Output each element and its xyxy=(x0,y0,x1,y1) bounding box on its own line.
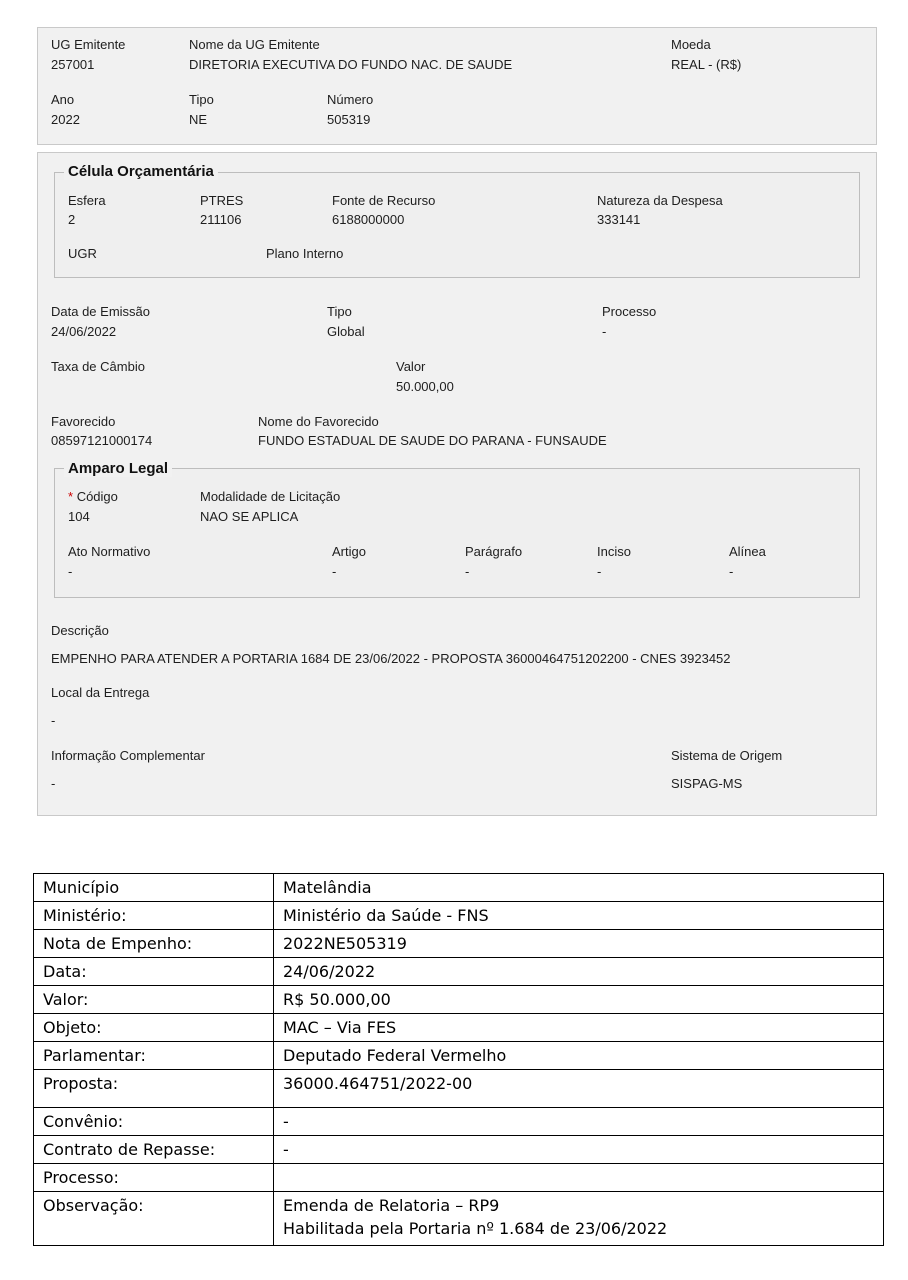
ano-label: Ano xyxy=(51,92,75,107)
row-key: Observação: xyxy=(34,1192,274,1246)
modalidade-value: NAO SE APLICA xyxy=(200,509,299,524)
table-row xyxy=(34,1136,884,1164)
table-row xyxy=(34,1108,884,1136)
codigo-label-text: Código xyxy=(76,489,118,504)
ato-normativo-value: - xyxy=(68,564,73,579)
favorecido-value: 08597121000174 xyxy=(51,433,153,448)
row-key: Processo: xyxy=(34,1164,274,1192)
table-row xyxy=(34,986,884,1014)
artigo-value: - xyxy=(332,564,337,579)
descricao-value: EMPENHO PARA ATENDER A PORTARIA 1684 DE 23/06/2022 - PROPOSTA 36000464751202200 - CNES 3923452 xyxy=(51,651,731,666)
info-table xyxy=(33,873,884,1246)
ug-emitente-value: 257001 xyxy=(51,57,95,72)
tipo-label: Tipo xyxy=(189,92,214,107)
ptres-label: PTRES xyxy=(200,193,244,208)
row-key: Data: xyxy=(34,958,274,986)
data-emissao-value: 24/06/2022 xyxy=(51,324,117,339)
info-complementar-value: - xyxy=(51,776,56,791)
row-value xyxy=(274,1164,884,1192)
row-value: - xyxy=(274,1136,884,1164)
ato-normativo-label: Ato Normativo xyxy=(68,544,151,559)
paragrafo-value: - xyxy=(465,564,470,579)
nome-ug-label: Nome da UG Emitente xyxy=(189,37,320,52)
inciso-value: - xyxy=(597,564,602,579)
row-value: 24/06/2022 xyxy=(274,958,884,986)
row-key: Contrato de Repasse: xyxy=(34,1136,274,1164)
ugr-label: UGR xyxy=(68,246,97,261)
celula-title: Célula Orçamentária xyxy=(64,163,218,180)
observacao-line-1: Emenda de Relatoria – RP9 xyxy=(283,1196,500,1215)
row-value xyxy=(274,1192,884,1246)
row-value: Deputado Federal Vermelho xyxy=(274,1042,884,1070)
natureza-value: 333141 xyxy=(597,212,641,227)
table-row xyxy=(34,1042,884,1070)
ptres-value: 211106 xyxy=(200,212,242,227)
fonte-value: 6188000000 xyxy=(332,212,405,227)
alinea-label: Alínea xyxy=(729,544,766,559)
processo-value: - xyxy=(602,324,607,339)
moeda-label: Moeda xyxy=(671,37,711,52)
natureza-label: Natureza da Despesa xyxy=(597,193,723,208)
row-key: Parlamentar: xyxy=(34,1042,274,1070)
ano-value: 2022 xyxy=(51,112,80,127)
codigo-value: 104 xyxy=(68,509,90,524)
row-value: R$ 50.000,00 xyxy=(274,986,884,1014)
row-key: Proposta: xyxy=(34,1070,274,1108)
row-key: Nota de Empenho: xyxy=(34,930,274,958)
row-key: Objeto: xyxy=(34,1014,274,1042)
esfera-label: Esfera xyxy=(68,193,106,208)
observacao-line-2: Habilitada pela Portaria nº 1.684 de 23/06/2022 xyxy=(283,1219,668,1238)
amparo-fieldset xyxy=(54,468,860,598)
local-entrega-value: - xyxy=(51,713,56,728)
nome-favorecido-value: FUNDO ESTADUAL DE SAUDE DO PARANA - FUNSAUDE xyxy=(258,433,607,448)
descricao-label: Descrição xyxy=(51,623,109,638)
table-row xyxy=(34,1192,884,1246)
modalidade-label: Modalidade de Licitação xyxy=(200,489,341,504)
moeda-value: REAL - (R$) xyxy=(671,57,742,72)
fonte-label: Fonte de Recurso xyxy=(332,193,436,208)
row-key: Valor: xyxy=(34,986,274,1014)
table-row xyxy=(34,902,884,930)
alinea-value: - xyxy=(729,564,734,579)
nome-ug-value: DIRETORIA EXECUTIVA DO FUNDO NAC. DE SAUDE xyxy=(189,57,513,72)
nome-favorecido-label: Nome do Favorecido xyxy=(258,414,379,429)
sistema-origem-value: SISPAG-MS xyxy=(671,776,743,791)
tipo-value: NE xyxy=(189,112,208,127)
row-value: Matelândia xyxy=(274,874,884,902)
info-complementar-label: Informação Complementar xyxy=(51,748,205,763)
artigo-label: Artigo xyxy=(332,544,366,559)
header-panel xyxy=(37,27,877,145)
table-row xyxy=(34,1070,884,1108)
valor-label: Valor xyxy=(396,359,426,374)
row-key: Convênio: xyxy=(34,1108,274,1136)
table-row xyxy=(34,1164,884,1192)
numero-value: 505319 xyxy=(327,112,371,127)
codigo-label xyxy=(68,489,118,504)
data-emissao-label: Data de Emissão xyxy=(51,304,150,319)
processo-label: Processo xyxy=(602,304,657,319)
plano-interno-label: Plano Interno xyxy=(266,246,344,261)
inciso-label: Inciso xyxy=(597,544,631,559)
row-key: Município xyxy=(34,874,274,902)
table-row xyxy=(34,958,884,986)
row-key: Ministério: xyxy=(34,902,274,930)
celula-fieldset xyxy=(54,172,860,278)
taxa-cambio-label: Taxa de Câmbio xyxy=(51,359,145,374)
table-row xyxy=(34,1014,884,1042)
row-value: 2022NE505319 xyxy=(274,930,884,958)
valor-value: 50.000,00 xyxy=(396,379,454,394)
numero-label: Número xyxy=(327,92,374,107)
amparo-title: Amparo Legal xyxy=(64,460,172,477)
row-value: Ministério da Saúde - FNS xyxy=(274,902,884,930)
required-marker: * xyxy=(68,489,74,504)
tipo-empenho-value: Global xyxy=(327,324,365,339)
table-row xyxy=(34,874,884,902)
row-value: MAC – Via FES xyxy=(274,1014,884,1042)
sistema-origem-label: Sistema de Origem xyxy=(671,748,783,763)
esfera-value: 2 xyxy=(68,212,76,227)
favorecido-label: Favorecido xyxy=(51,414,116,429)
tipo-empenho-label: Tipo xyxy=(327,304,352,319)
row-value: - xyxy=(274,1108,884,1136)
paragrafo-label: Parágrafo xyxy=(465,544,523,559)
ug-emitente-label: UG Emitente xyxy=(51,37,126,52)
table-row xyxy=(34,930,884,958)
local-entrega-label: Local da Entrega xyxy=(51,685,150,700)
row-value: 36000.464751/2022-00 xyxy=(274,1070,884,1108)
